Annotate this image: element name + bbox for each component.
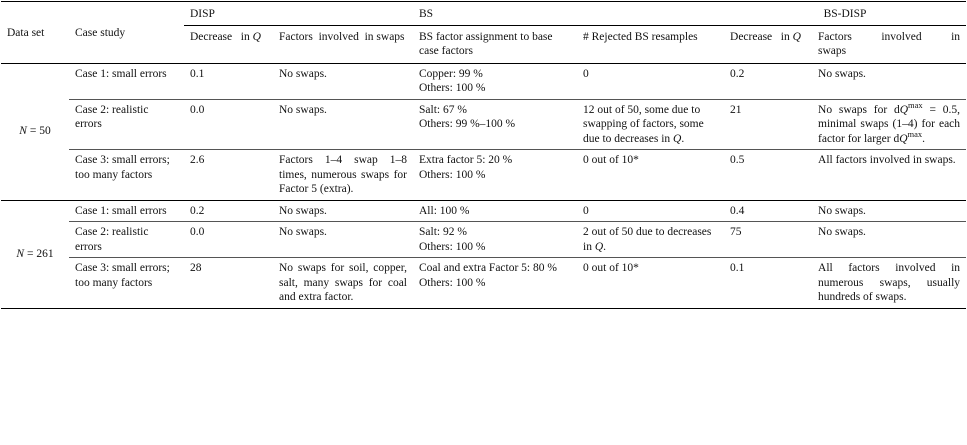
table-row [1,99,966,150]
case-study-cell: Case 2: realistic errors [69,99,184,150]
case-study-cell: Case 3: small errors; too many factors [69,258,184,309]
results-table-page [0,1,967,445]
disp-decrease-cell: 0.0 [184,222,273,258]
header-bs-rejected: # Rejected BS resamples [577,25,724,63]
bs-rejected-cell: 0 [577,63,724,99]
bsdisp-swaps-cell: No swaps for $dQ^{max} = 0.5$, minimal swaps (1–4) for each factor for larger $dQ^{max}$. [812,99,966,150]
disp-decrease-cell: 0.2 [184,200,273,222]
table-row [1,63,966,99]
dataset-label: N = 50 [1,63,69,200]
disp-swaps-cell: No swaps for soil, copper, salt, many swaps for coal and extra factor. [273,258,413,309]
bsdisp-decrease-cell: 0.1 [724,258,812,309]
disp-decrease-cell: 28 [184,258,273,309]
bsdisp-swaps-cell: All factors involved in swaps. [812,150,966,201]
bs-rejected-cell: 0 [577,200,724,222]
header-bsdisp-decrease: Decrease in Q [724,25,812,63]
disp-swaps-cell: No swaps. [273,222,413,258]
case-study-cell: Case 1: small errors [69,63,184,99]
header-group-bsdisp: BS-DISP [724,2,966,26]
header-case-study: Case study [69,2,184,64]
header-row-groups [1,2,966,26]
header-group-disp: DISP [184,2,413,26]
bsdisp-decrease-cell: 21 [724,99,812,150]
table-row [1,150,966,201]
bsdisp-swaps-cell: No swaps. [812,63,966,99]
header-disp-factors: Factors involved in swaps [273,25,413,63]
header-disp-decrease: Decrease in Q [184,25,273,63]
bsdisp-swaps-cell: No swaps. [812,222,966,258]
disp-decrease-cell: 0.0 [184,99,273,150]
bsdisp-decrease-cell: 0.2 [724,63,812,99]
dataset-label: N = 261 [1,200,69,308]
disp-swaps-cell: No swaps. [273,200,413,222]
bsdisp-decrease-cell: 0.4 [724,200,812,222]
disp-swaps-cell: Factors 1–4 swap 1–8 times, numerous swaps for Factor 5 (extra). [273,150,413,201]
table-row [1,200,966,222]
table-row [1,258,966,309]
disp-swaps-cell: No swaps. [273,63,413,99]
header-bs-assignment: BS factor assignment to base case factors [413,25,577,63]
header-group-bs: BS [413,2,724,26]
case-study-cell: Case 3: small errors; too many factors [69,150,184,201]
header-bsdisp-factors: Factors involved in swaps [812,25,966,63]
bsdisp-swaps-cell: No swaps. [812,200,966,222]
bs-assignment-cell: Copper: 99 % Others: 100 % [413,63,577,99]
case-study-cell: Case 1: small errors [69,200,184,222]
bs-assignment-cell: Coal and extra Factor 5: 80 % Others: 100 % [413,258,577,309]
header-dataset: Data set [1,2,69,64]
bs-assignment-cell: All: 100 % [413,200,577,222]
results-table [1,1,966,309]
table-row [1,222,966,258]
bs-rejected-cell: 2 out of 50 due to decreases in Q. [577,222,724,258]
disp-decrease-cell: 0.1 [184,63,273,99]
bsdisp-decrease-cell: 0.5 [724,150,812,201]
disp-swaps-cell: No swaps. [273,99,413,150]
bs-assignment-cell: Salt: 92 % Others: 100 % [413,222,577,258]
bsdisp-swaps-cell: All factors involved in numerous swaps, usually hundreds of swaps. [812,258,966,309]
bs-assignment-cell: Extra factor 5: 20 % Others: 100 % [413,150,577,201]
bs-rejected-cell: 0 out of 10* [577,150,724,201]
case-study-cell: Case 2: realistic errors [69,222,184,258]
bs-rejected-cell: 0 out of 10* [577,258,724,309]
disp-decrease-cell: 2.6 [184,150,273,201]
bs-assignment-cell: Salt: 67 % Others: 99 %–100 % [413,99,577,150]
bsdisp-decrease-cell: 75 [724,222,812,258]
bs-rejected-cell: 12 out of 50, some due to swapping of factors, some due to decreases in Q. [577,99,724,150]
table-body [1,63,966,308]
